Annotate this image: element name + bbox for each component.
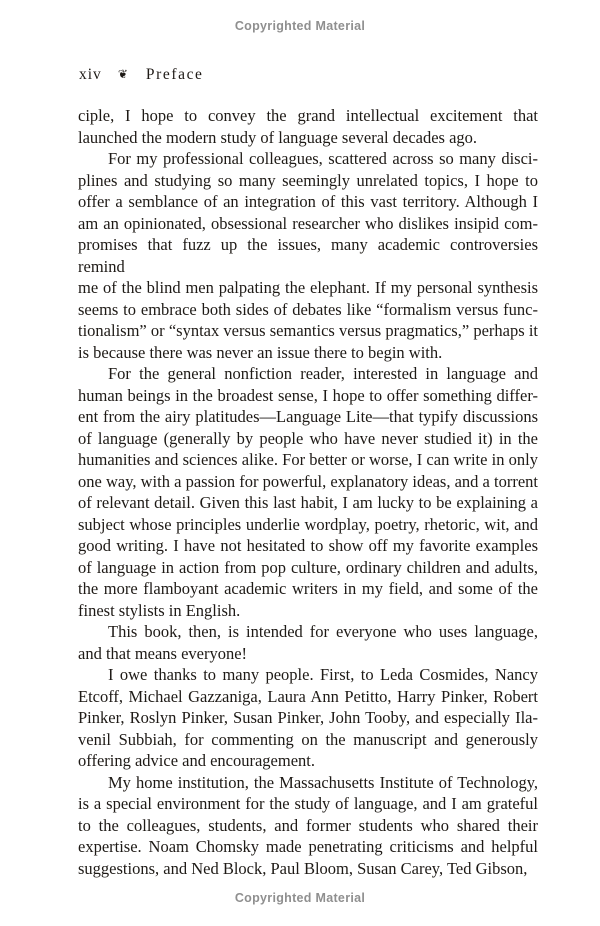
paragraph — [78, 664, 538, 772]
text-line: the more flamboyant academic writers in my field, and some of the — [78, 579, 538, 598]
text-line: expertise. Noam Chomsky made penetrating criticisms and helpful — [78, 837, 538, 856]
text-line: subject whose principles underlie wordplay, poetry, rhetoric, wit, and — [78, 514, 538, 534]
text-line: am an opinionated, obsessional researcher who dislikes insipid com- — [78, 213, 538, 233]
text-line: of language (generally by people who have never studied it) in the — [78, 428, 538, 448]
paragraph — [78, 363, 538, 621]
text-line: My home institution, the Massachusetts Institute of Technology, — [108, 772, 538, 792]
text-line: me of the blind men palpating the elephant. If my personal synthesis — [78, 278, 538, 297]
text-line: promises that fuzz up the issues, many academic controversies remind — [78, 235, 538, 276]
text-line: ent from the airy platitudes—Language Lite—that typify discussions — [78, 407, 538, 426]
text-line: one way, with a passion for powerful, explanatory ideas, and a torrent — [78, 471, 538, 491]
text-line: is because there was never an issue there to begin with. — [78, 342, 443, 362]
copyright-notice-top: Copyrighted Material — [234, 19, 366, 33]
text-line: humanities and sciences alike. For better or worse, I can write in only — [78, 450, 538, 469]
text-line: Etcoff, Michael Gazzaniga, Laura Ann Petitto, Harry Pinker, Robert — [78, 686, 538, 706]
text-line: I owe thanks to many people. First, to Leda Cosmides, Nancy — [108, 665, 538, 684]
text-line: For my professional colleagues, scattered across so many disci- — [108, 149, 538, 168]
running-head — [79, 66, 204, 84]
text-line: finest stylists in English. — [78, 600, 241, 620]
text-line: of relevant detail. Given this last habit, I am lucky to be explaining a — [78, 493, 538, 512]
text-line: is a special environment for the study of language, and I am grateful — [78, 794, 538, 813]
text-line: venil Subbiah, for commenting on the manuscript and generously — [78, 729, 538, 749]
text-line: seems to embrace both sides of debates like “formalism versus func- — [78, 299, 538, 319]
text-line: and that means everyone! — [78, 643, 248, 663]
section-title: Preface — [145, 66, 204, 83]
copyright-notice-bottom: Copyrighted Material — [234, 891, 366, 905]
paragraph — [78, 105, 538, 148]
text-line: For the general nonfiction reader, interested in language and — [108, 364, 538, 383]
text-line: good writing. I have not hesitated to show off my favorite examples — [78, 536, 538, 555]
text-line: offering advice and encouragement. — [78, 751, 316, 770]
text-line: launched the modern study of language several decades ago. — [78, 127, 478, 147]
body-text — [78, 105, 538, 879]
paragraph — [78, 148, 538, 363]
fleuron-icon: ❦ — [117, 67, 128, 81]
text-line: to the colleagues, students, and former students who shared their — [78, 815, 538, 835]
text-line: suggestions, and Ned Block, Paul Bloom, Susan Carey, Ted Gibson, — [78, 858, 528, 878]
text-line: of language in action from pop culture, ordinary children and adults, — [78, 557, 538, 577]
text-line: ciple, I hope to convey the grand intellectual excitement that — [78, 106, 538, 125]
text-line: This book, then, is intended for everyone who uses language, — [108, 622, 538, 641]
text-line: tionalism” or “syntax versus semantics versus pragmatics,” perhaps it — [78, 321, 538, 340]
text-line: human beings in the broadest sense, I hope to offer something differ- — [78, 385, 538, 405]
page-number: xiv — [79, 66, 102, 83]
paragraph — [78, 621, 538, 664]
text-line: Pinker, Roslyn Pinker, Susan Pinker, John Tooby, and especially Ila- — [78, 708, 538, 727]
text-line: plines and studying so many seemingly unrelated topics, I hope to — [78, 170, 538, 190]
text-line: offer a semblance of an integration of this vast territory. Although I — [78, 192, 538, 211]
paragraph — [78, 772, 538, 880]
